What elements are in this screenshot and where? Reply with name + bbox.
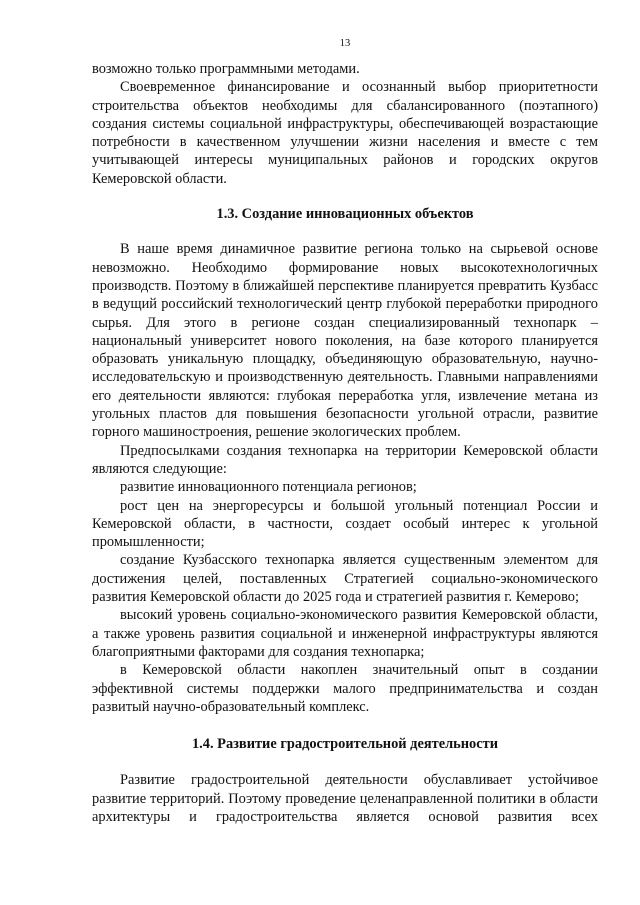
section-heading-urban-planning: 1.4. Развитие градостроительной деятельности xyxy=(191,736,499,753)
paragraph-technopark: В наше время динамичное развитие региона только на сырьевой основе невозможно. Необходимо формирование новых высокотехнологичных производств. Поэтому в ближайшей перспективе планируется превратить Кузбасс в ведущий российский технологический центр глубокой переработки природного сырья. Для этого в регионе создан специализированный технопарк – национальный университет нового поколения, на базе которого планируется образовать уникальную площадку, объединяющую образовательную, научно-исследовательскую и производственную деятельность. Главными направлениями его деятельности являются: глубокая переработка угля, извлечение метана из угольных пластов для повышения безопасности угольной отрасли, развитие горного машиностроения, решение экологических проблем. xyxy=(92,241,598,441)
paragraph-prerequisites: Предпосылками создания технопарка на территории Кемеровской области являются следующие: xyxy=(92,442,598,477)
paragraph-urban-planning: Развитие градостроительной деятельности обуславливает устойчивое развитие территорий. Поэтому проведение целенаправленной политики в области архитектуры и градостроительства является основой развития всех xyxy=(92,772,598,825)
list-item-energy-prices: рост цен на энергоресурсы и большой угольный потенциал России и Кемеровской области, в частности, создает особый интерес к угольной промышленности; xyxy=(92,497,598,551)
page-content xyxy=(92,60,598,826)
list-item-strategy: создание Кузбасского технопарка является существенным элементом для достижения целей, поставленных Стратегией социально-экономического развития Кемеровской области до 2025 года и стратегией развития г. Кемерово; xyxy=(92,552,598,606)
list-item-innovation-potential: развитие инновационного потенциала регионов; xyxy=(120,479,417,496)
paragraph-continuation: возможно только программными методами. xyxy=(92,61,360,77)
page-number: 13 xyxy=(339,38,351,49)
list-item-development-level: высокий уровень социально-экономического развития Кемеровской области, а также уровень развития социальной и инженерной инфраструктуры являются благоприятными факторами для создания технопарка; xyxy=(92,607,598,660)
section-heading-innovation: 1.3. Создание инновационных объектов xyxy=(216,206,474,223)
list-item-experience: в Кемеровской области накоплен значительный опыт в создании эффективной системы поддержки малого предпринимательства и создан развитый научно-образовательный комплекс. xyxy=(92,662,598,715)
paragraph-financing: Своевременное финансирование и осознанный выбор приоритетности строительства объектов необходимы для сбалансированного (поэтапного) создания системы социальной инфраструктуры, обеспечивающей возрастающие потребности в качественном улучшении жизни населения и вместе с тем учитывающей интересы муниципальных районов и городских округов Кемеровской области. xyxy=(92,79,598,187)
